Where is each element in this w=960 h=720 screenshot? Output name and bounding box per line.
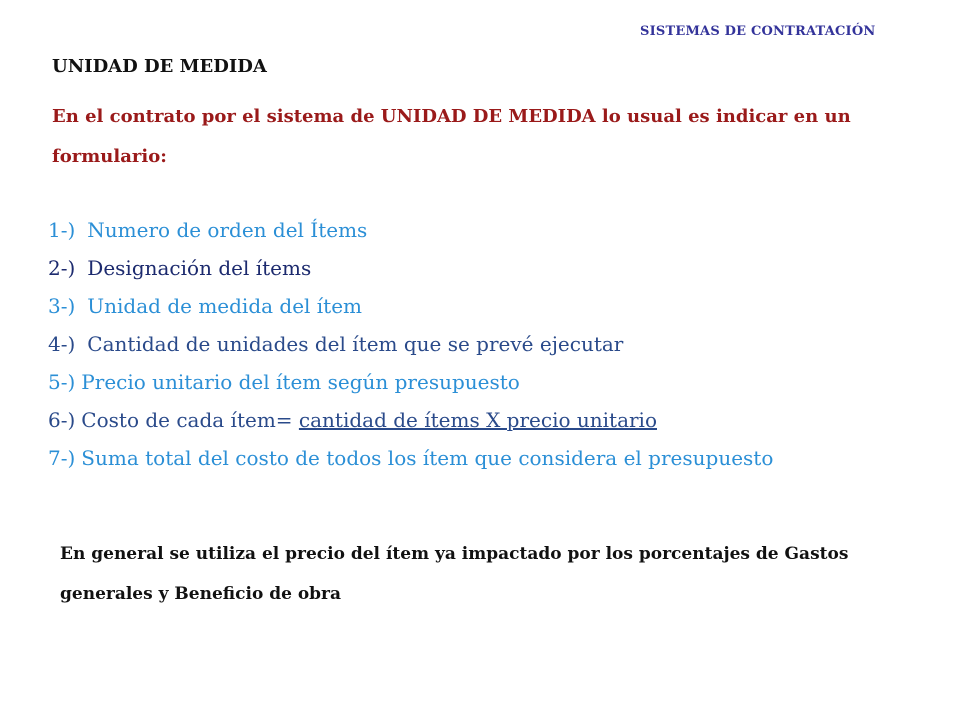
page-title: UNIDAD DE MEDIDA xyxy=(52,56,267,77)
list-item-5 xyxy=(48,363,773,401)
item-list xyxy=(48,211,773,477)
item-text: Designación del ítems xyxy=(87,256,312,280)
intro-paragraph: En el contrato por el sistema de UNIDAD DE MEDIDA lo usual es indicar en un formulario: xyxy=(52,106,851,167)
item-text: Suma total del costo de todos los ítem que considera el presupuesto xyxy=(81,446,774,470)
section-header: SISTEMAS DE CONTRATACIÓN xyxy=(640,24,876,39)
item-formula: cantidad de ítems X precio unitario xyxy=(298,408,657,432)
footer-note: En general se utiliza el precio del ítem ya impactado por los porcentajes de Gastos generales y Beneficio de obra xyxy=(60,544,849,604)
item-number: 1-) xyxy=(48,218,76,242)
item-number: 2-) xyxy=(48,256,76,280)
item-number: 3-) xyxy=(48,294,76,318)
list-item-4 xyxy=(48,325,773,363)
item-number: 4-) xyxy=(48,332,76,356)
item-number: 7-) xyxy=(48,446,76,470)
list-item-1 xyxy=(48,211,773,249)
item-text: Precio unitario del ítem según presupuesto xyxy=(81,370,520,394)
list-item-6 xyxy=(48,401,773,439)
list-item-7 xyxy=(48,439,773,477)
item-number: 5-) xyxy=(48,370,76,394)
list-item-3 xyxy=(48,287,773,325)
item-text: Numero de orden del Ítems xyxy=(87,218,368,242)
item-text: Costo de cada ítem xyxy=(81,408,276,432)
item-number: 6-) xyxy=(48,408,76,432)
item-equals: = xyxy=(275,408,299,432)
item-text: Cantidad de unidades del ítem que se prevé ejecutar xyxy=(87,332,624,356)
item-text: Unidad de medida del ítem xyxy=(87,294,363,318)
list-item-2 xyxy=(48,249,773,287)
